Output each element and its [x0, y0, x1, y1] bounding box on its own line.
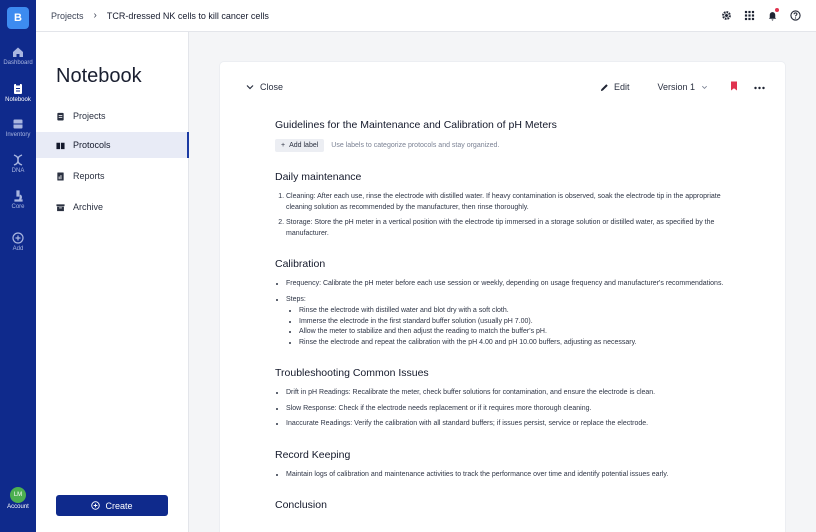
- plus-icon: +: [281, 142, 286, 149]
- nav-item-protocols[interactable]: [36, 132, 189, 158]
- section-calibration: [275, 258, 745, 348]
- section-conclusion: [275, 499, 745, 511]
- gear-icon: [721, 10, 732, 21]
- protocol-card: [220, 62, 785, 532]
- edit-button[interactable]: [600, 82, 630, 92]
- section-daily: [275, 171, 745, 239]
- rail-item-label: Notebook: [5, 97, 31, 103]
- section-heading: Record Keeping: [275, 448, 351, 461]
- version-select[interactable]: [657, 82, 708, 92]
- close-label: Close: [260, 82, 284, 92]
- archive-icon: [56, 203, 65, 212]
- page-title: Notebook: [56, 65, 142, 87]
- rail-item-label: Core: [11, 204, 25, 210]
- nav-item-reports[interactable]: [36, 163, 189, 189]
- breadcrumb-current: TCR-dressed NK cells to kill cancer cells: [106, 10, 269, 21]
- notebook-icon: [12, 83, 24, 95]
- list-item: • Maintain logs of calibration and maintenance activities to track the performance over time and identify potential issues early.: [286, 470, 745, 481]
- list-item: • Rinse the electrode with distilled water and blot dry with a soft cloth.: [299, 306, 745, 317]
- list-item: 1. Cleaning: After each use, rinse the electrode with distilled water. If heavy contamination is observed, soak the electrode tip in the appropriate cleaning solution as recommended by the manufacturer, then rinse thoroughly.: [286, 192, 745, 213]
- list-item: • Drift in pH Readings: Recalibrate the meter, check buffer solutions for contamination, and ensure the electrode is clean.: [286, 388, 745, 399]
- close-button[interactable]: [246, 82, 283, 92]
- pencil-icon: [600, 83, 609, 92]
- list-item: 2. Storage: Store the pH meter in a vertical position with the electrode tip immersed in a storage solution or distilled water, as specified by the manufacturer.: [286, 218, 745, 239]
- avatar[interactable]: LM: [10, 487, 26, 503]
- apps-button[interactable]: [743, 9, 756, 22]
- notifications-button[interactable]: [766, 9, 779, 22]
- section-troubleshooting: [275, 367, 745, 430]
- rail-item-add[interactable]: [0, 232, 36, 252]
- rail-item-label: Add: [12, 246, 24, 252]
- workspace-logo[interactable]: B: [7, 7, 29, 29]
- rail-item-label: DNA: [11, 168, 25, 174]
- protocol-document: [275, 119, 745, 520]
- rail-item-label: Inventory: [5, 132, 31, 138]
- book-icon: [56, 141, 65, 150]
- nav-item-archive[interactable]: [36, 194, 189, 220]
- nav-item-label: Reports: [73, 171, 105, 181]
- breadcrumb-projects[interactable]: Projects: [51, 10, 84, 21]
- rail-item-label: Dashboard: [3, 60, 33, 66]
- nav-item-projects[interactable]: [36, 103, 189, 129]
- rail-item-dashboard[interactable]: [0, 46, 36, 66]
- list-item: • Frequency: Calibrate the pH meter before each use session or weekly, depending on usage frequency and manufacturer's recommendations.: [286, 279, 745, 290]
- inventory-icon: [12, 118, 24, 130]
- rail-item-core[interactable]: [0, 190, 36, 210]
- list-item: • Inaccurate Readings: Verify the calibration with all standard buffers; if issues persist, service or replace the electrode.: [286, 419, 745, 430]
- help-button[interactable]: [789, 9, 802, 22]
- nav-item-label: Protocols: [73, 140, 111, 150]
- help-icon: [790, 10, 801, 21]
- rail-item-inventory[interactable]: [0, 118, 36, 138]
- section-heading: Calibration: [275, 258, 326, 270]
- protocol-title[interactable]: Guidelines for the Maintenance and Calibration of pH Meters: [275, 119, 557, 131]
- create-button-label: Create: [105, 500, 133, 511]
- rail-item-notebook[interactable]: [0, 83, 36, 103]
- section-heading: Conclusion: [275, 499, 327, 511]
- rail-item-dna[interactable]: [0, 154, 36, 174]
- chevron-down-icon: [246, 83, 254, 91]
- steps-label: Steps:: [286, 295, 306, 303]
- list-item: • Rinse the electrode and repeat the calibration with the pH 4.00 and pH 10.00 buffers, adjusting as necessary.: [299, 338, 745, 349]
- nav-item-label: Archive: [73, 202, 104, 212]
- list-item: • Slow Response: Check if the electrode needs replacement or if it requires more thorough cleaning.: [286, 404, 745, 415]
- add-circle-icon: [12, 232, 24, 244]
- create-button[interactable]: [56, 495, 168, 516]
- bookmark-icon: [730, 81, 738, 91]
- section-record-keeping: [275, 449, 745, 481]
- settings-button[interactable]: [720, 9, 733, 22]
- add-label-text: Add label: [289, 142, 319, 149]
- version-label: Version 1: [657, 82, 695, 92]
- add-circle-icon: [91, 501, 100, 510]
- bookmark-button[interactable]: [730, 81, 738, 93]
- chevron-right-icon: ›: [93, 10, 97, 21]
- list-item: [286, 295, 745, 349]
- list-item: • Allow the meter to stabilize and then adjust the reading to match the buffer's pH.: [299, 327, 745, 338]
- section-heading: Daily maintenance: [275, 171, 362, 183]
- dna-icon: [12, 154, 24, 166]
- more-icon: [754, 86, 765, 90]
- list-item: • Immerse the electrode in the first standard buffer solution (usually pH 7.00).: [299, 317, 745, 328]
- notebook-nav: [36, 32, 189, 532]
- app-rail: [0, 0, 36, 532]
- notification-dot: [775, 8, 779, 12]
- add-label-button[interactable]: [275, 139, 324, 152]
- chevron-down-icon: [701, 84, 708, 91]
- breadcrumb: [51, 10, 269, 21]
- top-bar: [36, 0, 816, 32]
- microscope-icon: [12, 190, 24, 202]
- grid-icon: [744, 10, 755, 21]
- nav-item-label: Projects: [73, 111, 106, 121]
- label-hint: Use labels to categorize protocols and stay organized.: [331, 142, 500, 149]
- edit-label: Edit: [613, 82, 630, 92]
- report-icon: [56, 172, 65, 181]
- home-icon: [12, 46, 24, 58]
- clipboard-icon: [56, 112, 65, 121]
- account-label[interactable]: Account: [7, 504, 29, 510]
- more-options-button[interactable]: [754, 82, 765, 92]
- section-heading: Troubleshooting Common Issues: [275, 367, 429, 379]
